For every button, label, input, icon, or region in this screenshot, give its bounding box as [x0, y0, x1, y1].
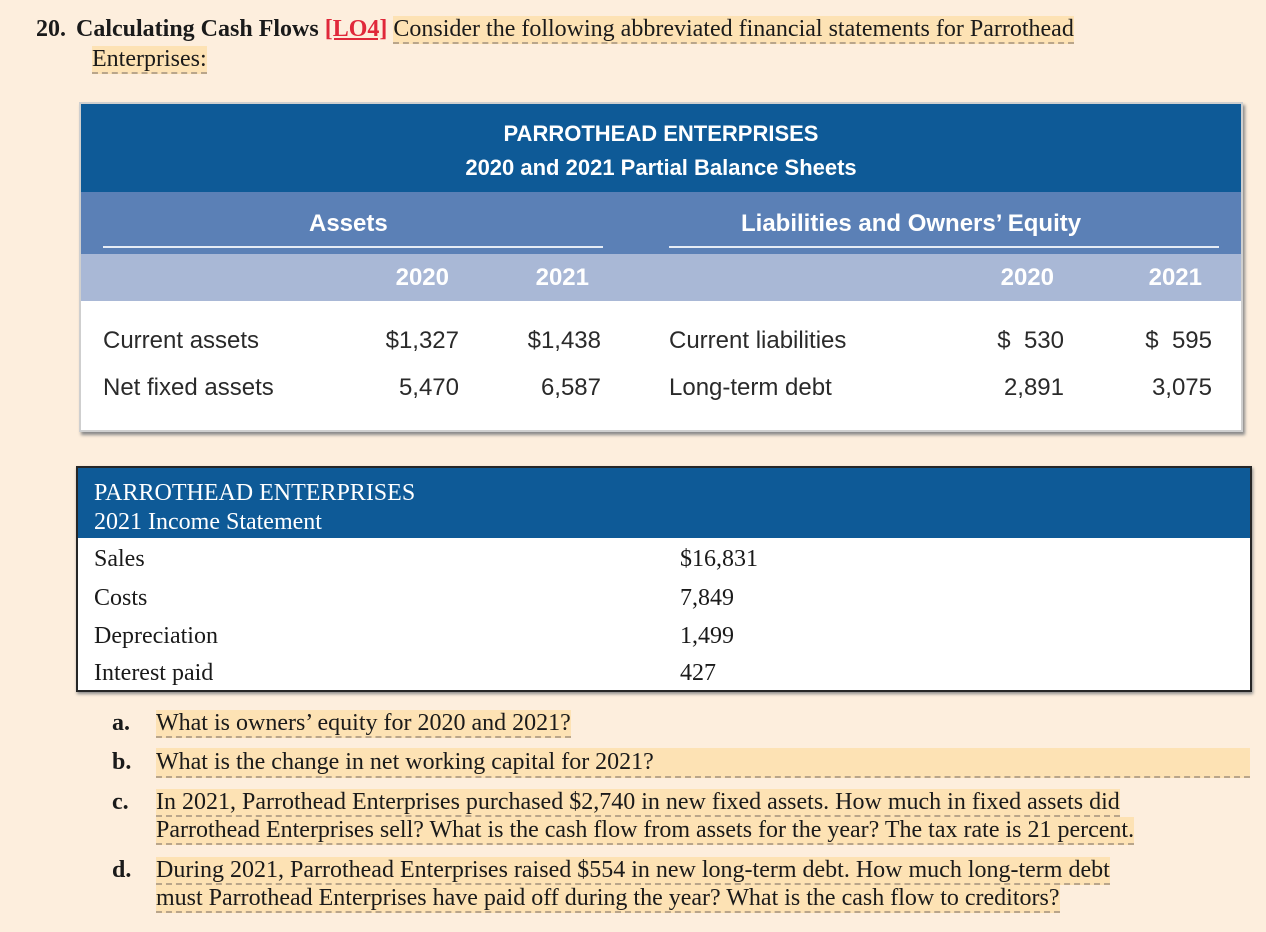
asset-year-2020: 2020 — [395, 264, 449, 291]
question-b — [112, 748, 1252, 778]
income-value: $16,831 — [680, 546, 758, 572]
income-row — [78, 655, 1250, 692]
balance-sheet-row — [81, 368, 1241, 408]
liability-label: Long-term debt — [669, 374, 832, 401]
question-text-line1: During 2021, Parrothead Enterprises raised $554 in new long-term debt. How much long-term debt — [156, 857, 1110, 883]
question-d — [112, 856, 1252, 916]
asset-label: Current assets — [103, 327, 260, 354]
question-letter: d. — [112, 857, 132, 883]
income-value: 1,499 — [680, 623, 734, 649]
problem-heading — [36, 14, 1252, 74]
balance-sheet-company: PARROTHEAD ENTERPRISES — [503, 121, 819, 146]
liabilities-divider — [669, 246, 1219, 248]
balance-sheet-subtitle: 2020 and 2021 Partial Balance Sheets — [465, 155, 857, 180]
income-statement-table — [76, 466, 1252, 692]
question-letter: c. — [112, 789, 129, 815]
question-text-line2: must Parrothead Enterprises have paid off during the year? What is the cash flow to creditors? — [156, 885, 1060, 911]
income-statement-subtitle: 2021 Income Statement — [94, 509, 322, 535]
liability-year-2020: 2020 — [1000, 264, 1054, 291]
problem-intro-line1: Consider the following abbreviated financial statements for Parrothead — [393, 16, 1074, 42]
balance-sheet-section-header — [81, 192, 1241, 254]
income-row — [78, 541, 1250, 578]
liability-value-2020: 2,891 — [1003, 374, 1064, 401]
problem-title: Calculating Cash Flows — [76, 16, 319, 42]
asset-value-2020: $1,327 — [385, 327, 459, 354]
income-value: 427 — [680, 660, 716, 686]
assets-header: Assets — [309, 210, 388, 237]
income-label: Interest paid — [94, 660, 214, 686]
liability-year-2021: 2021 — [1148, 264, 1202, 291]
problem-number: 20. — [36, 16, 66, 42]
income-row — [78, 580, 1250, 617]
question-text: What is the change in net working capital for 2021? — [156, 748, 1250, 778]
asset-value-2021: $1,438 — [527, 327, 601, 354]
question-letter: b. — [112, 749, 132, 775]
balance-sheet-years — [81, 254, 1241, 301]
asset-value-2021: 6,587 — [540, 374, 601, 401]
income-label: Costs — [94, 585, 148, 611]
question-text-line2: Parrothead Enterprises sell? What is the cash flow from assets for the year? The tax rate is 21 percent. — [156, 817, 1135, 843]
liability-value-2021: 3,075 — [1151, 374, 1212, 401]
question-c — [112, 788, 1252, 848]
question-text-line1: In 2021, Parrothead Enterprises purchased $2,740 in new fixed assets. How much in fixed assets did — [156, 789, 1120, 815]
income-label: Depreciation — [94, 623, 218, 649]
balance-sheet-header — [81, 104, 1241, 192]
question-text: What is owners’ equity for 2020 and 2021? — [156, 710, 571, 736]
balance-sheet-table — [79, 102, 1243, 432]
question-a — [112, 709, 1252, 737]
income-value: 7,849 — [680, 585, 734, 611]
income-statement-header — [78, 468, 1250, 538]
question-letter: a. — [112, 710, 130, 736]
asset-year-2021: 2021 — [535, 264, 589, 291]
liabilities-header: Liabilities and Owners’ Equity — [741, 210, 1082, 237]
assets-divider — [103, 246, 603, 248]
problem-intro-line2: Enterprises: — [92, 46, 207, 72]
income-statement-company: PARROTHEAD ENTERPRISES — [94, 480, 416, 506]
liability-value-2020: $ 530 — [997, 327, 1064, 354]
asset-value-2020: 5,470 — [398, 374, 459, 401]
liability-label: Current liabilities — [669, 327, 847, 354]
asset-label: Net fixed assets — [103, 374, 274, 401]
income-row — [78, 618, 1250, 655]
income-label: Sales — [94, 546, 145, 572]
learning-objective-link[interactable]: [LO4] — [324, 16, 388, 42]
liability-value-2021: $ 595 — [1145, 327, 1212, 354]
balance-sheet-row — [81, 321, 1241, 361]
